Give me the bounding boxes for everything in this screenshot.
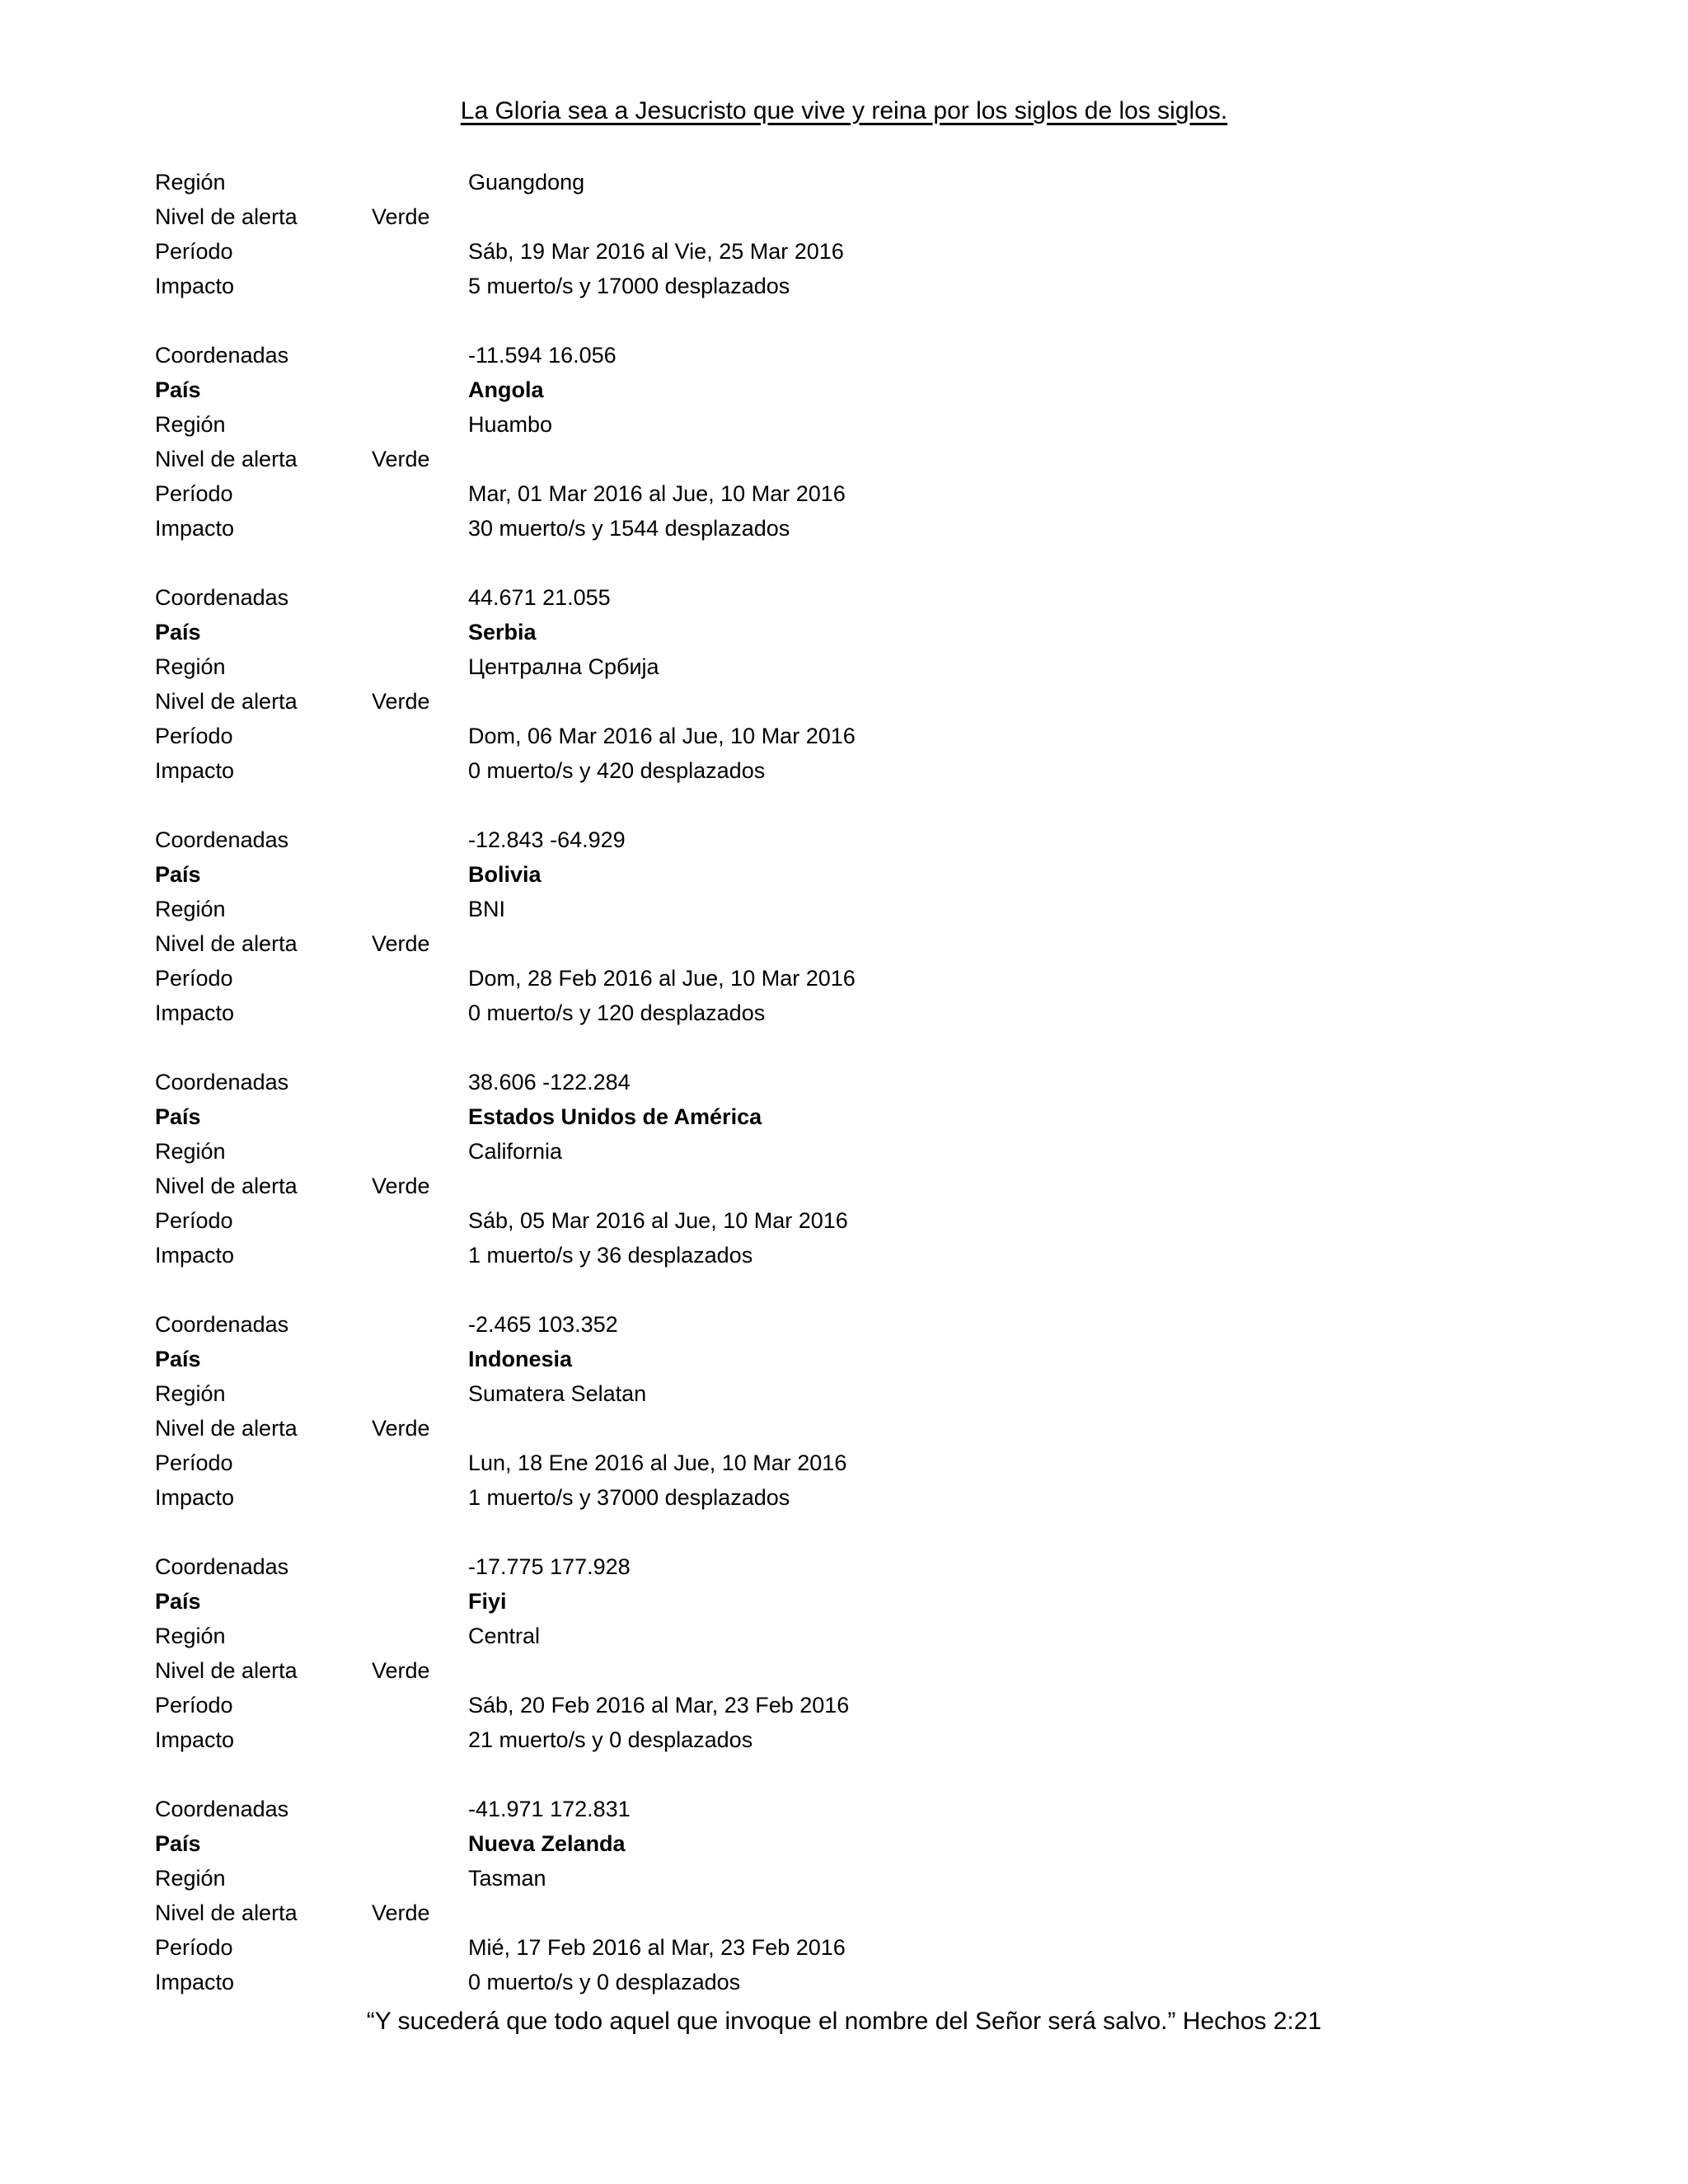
impact-row (0, 1480, 1688, 1515)
alert-row (0, 442, 1688, 476)
country-value: Angola (468, 377, 544, 402)
country-row (0, 1584, 1688, 1619)
period-row (0, 1203, 1688, 1238)
region-row (0, 1619, 1688, 1653)
coords-row (0, 1792, 1688, 1826)
impact-value: 1 muerto/s y 37000 desplazados (468, 1485, 790, 1510)
period-label: Período (155, 1208, 233, 1233)
coords-label: Coordenadas (155, 1312, 289, 1337)
coords-value: -12.843 -64.929 (468, 827, 626, 852)
alert-value: Verde (372, 1658, 430, 1683)
period-value: Mié, 17 Feb 2016 al Mar, 23 Feb 2016 (468, 1935, 846, 1960)
period-value: Sáb, 20 Feb 2016 al Mar, 23 Feb 2016 (468, 1693, 850, 1718)
region-row (0, 1376, 1688, 1411)
record-serbia (0, 580, 1688, 788)
country-value: Estados Unidos de América (468, 1104, 762, 1129)
country-label: País (155, 377, 201, 402)
coords-value: -41.971 172.831 (468, 1797, 631, 1821)
alert-value: Verde (372, 1174, 430, 1198)
region-row (0, 165, 1688, 199)
record-guangdong (0, 165, 1688, 303)
period-label: Período (155, 1693, 233, 1718)
country-value: Fiyi (468, 1589, 507, 1614)
coords-value: 44.671 21.055 (468, 585, 611, 610)
country-value: Bolivia (468, 862, 542, 887)
alert-row (0, 1411, 1688, 1446)
region-value: Централна Србија (468, 654, 659, 679)
impact-label: Impacto (155, 758, 235, 783)
region-value: Central (468, 1624, 541, 1648)
coords-row (0, 338, 1688, 373)
impact-value: 30 muerto/s y 1544 desplazados (468, 516, 790, 541)
country-row (0, 1099, 1688, 1134)
period-value: Sáb, 19 Mar 2016 al Vie, 25 Mar 2016 (468, 239, 844, 264)
impact-value: 0 muerto/s y 420 desplazados (468, 758, 766, 783)
period-row (0, 1688, 1688, 1722)
coords-row (0, 1549, 1688, 1584)
region-label: Región (155, 1381, 226, 1406)
coords-row (0, 580, 1688, 615)
period-row (0, 719, 1688, 753)
country-label: País (155, 1347, 201, 1371)
record-usa (0, 1065, 1688, 1272)
coords-label: Coordenadas (155, 343, 289, 368)
region-row (0, 892, 1688, 926)
country-value: Nueva Zelanda (468, 1831, 626, 1856)
period-value: Dom, 06 Mar 2016 al Jue, 10 Mar 2016 (468, 724, 856, 748)
period-row (0, 1446, 1688, 1480)
impact-row (0, 1965, 1688, 1999)
alert-label: Nivel de alerta (155, 1416, 298, 1441)
country-label: País (155, 1589, 201, 1614)
country-row (0, 1342, 1688, 1376)
region-value: Sumatera Selatan (468, 1381, 647, 1406)
coords-row (0, 1065, 1688, 1099)
period-label: Período (155, 239, 233, 264)
region-label: Región (155, 654, 226, 679)
region-row (0, 1134, 1688, 1169)
alert-value: Verde (372, 689, 430, 714)
coords-label: Coordenadas (155, 1070, 289, 1094)
coords-value: -17.775 177.928 (468, 1554, 631, 1579)
impact-label: Impacto (155, 1485, 235, 1510)
impact-value: 0 muerto/s y 120 desplazados (468, 1001, 766, 1025)
alert-label: Nivel de alerta (155, 1174, 298, 1198)
coords-value: 38.606 -122.284 (468, 1070, 631, 1094)
alert-value: Verde (372, 1900, 430, 1925)
alert-value: Verde (372, 204, 430, 229)
coords-label: Coordenadas (155, 827, 289, 852)
alert-value: Verde (372, 1416, 430, 1441)
country-row (0, 1826, 1688, 1861)
alert-label: Nivel de alerta (155, 447, 298, 471)
region-value: Huambo (468, 412, 553, 437)
period-value: Sáb, 05 Mar 2016 al Jue, 10 Mar 2016 (468, 1208, 848, 1233)
coords-row (0, 1307, 1688, 1342)
impact-row (0, 753, 1688, 788)
impact-label: Impacto (155, 516, 235, 541)
period-value: Lun, 18 Ene 2016 al Jue, 10 Mar 2016 (468, 1451, 847, 1475)
period-row (0, 1930, 1688, 1965)
alert-row (0, 926, 1688, 961)
alert-label: Nivel de alerta (155, 931, 298, 956)
period-label: Período (155, 1935, 233, 1960)
period-label: Período (155, 966, 233, 991)
country-row (0, 615, 1688, 649)
region-value: Tasman (468, 1866, 546, 1891)
period-label: Período (155, 1451, 233, 1475)
alert-label: Nivel de alerta (155, 204, 298, 229)
country-row (0, 373, 1688, 407)
region-row (0, 649, 1688, 684)
record-indonesia (0, 1307, 1688, 1515)
country-label: País (155, 862, 201, 887)
coords-label: Coordenadas (155, 585, 289, 610)
country-value: Indonesia (468, 1347, 573, 1371)
impact-row (0, 1238, 1688, 1272)
period-row (0, 476, 1688, 511)
region-row (0, 1861, 1688, 1896)
impact-label: Impacto (155, 1727, 235, 1752)
region-label: Región (155, 412, 226, 437)
impact-row (0, 269, 1688, 303)
alert-label: Nivel de alerta (155, 1900, 298, 1925)
impact-label: Impacto (155, 1970, 235, 1994)
alert-value: Verde (372, 931, 430, 956)
region-label: Región (155, 1624, 226, 1648)
alert-row (0, 1653, 1688, 1688)
impact-label: Impacto (155, 274, 235, 298)
record-fiyi (0, 1549, 1688, 1757)
record-bolivia (0, 823, 1688, 1030)
region-label: Región (155, 897, 226, 921)
period-value: Dom, 28 Feb 2016 al Jue, 10 Mar 2016 (468, 966, 856, 991)
region-label: Región (155, 1866, 226, 1891)
alert-row (0, 199, 1688, 234)
country-row (0, 857, 1688, 892)
impact-row (0, 1722, 1688, 1757)
coords-row (0, 823, 1688, 857)
impact-label: Impacto (155, 1243, 235, 1268)
country-label: País (155, 620, 201, 644)
period-value: Mar, 01 Mar 2016 al Jue, 10 Mar 2016 (468, 481, 846, 506)
country-label: País (155, 1831, 201, 1856)
coords-label: Coordenadas (155, 1797, 289, 1821)
region-row (0, 407, 1688, 442)
impact-value: 21 muerto/s y 0 desplazados (468, 1727, 753, 1752)
alert-row (0, 684, 1688, 719)
region-label: Región (155, 1139, 226, 1164)
period-label: Período (155, 724, 233, 748)
region-value: California (468, 1139, 563, 1164)
impact-row (0, 996, 1688, 1030)
period-label: Período (155, 481, 233, 506)
country-value: Serbia (468, 620, 537, 644)
impact-value: 0 muerto/s y 0 desplazados (468, 1970, 741, 1994)
records-list (0, 165, 1688, 2034)
coords-value: -2.465 103.352 (468, 1312, 618, 1337)
coords-value: -11.594 16.056 (468, 343, 617, 368)
record-angola (0, 338, 1688, 546)
alert-row (0, 1896, 1688, 1930)
alert-label: Nivel de alerta (155, 689, 298, 714)
region-label: Región (155, 170, 226, 194)
country-label: País (155, 1104, 201, 1129)
impact-row (0, 511, 1688, 546)
impact-value: 1 muerto/s y 36 desplazados (468, 1243, 753, 1268)
impact-value: 5 muerto/s y 17000 desplazados (468, 274, 790, 298)
alert-value: Verde (372, 447, 430, 471)
period-row (0, 234, 1688, 269)
footer-quote: “Y sucederá que todo aquel que invoque el nombre del Señor será salvo.” Hechos 2:21 (366, 2008, 1322, 2035)
impact-label: Impacto (155, 1001, 235, 1025)
alert-label: Nivel de alerta (155, 1658, 298, 1683)
period-row (0, 961, 1688, 996)
region-value: BNI (468, 897, 506, 921)
region-value: Guangdong (468, 170, 585, 194)
alert-row (0, 1169, 1688, 1203)
coords-label: Coordenadas (155, 1554, 289, 1579)
page-title: La Gloria sea a Jesucristo que vive y reina por los siglos de los siglos. (460, 97, 1228, 124)
record-nueva-zelanda (0, 1792, 1688, 1999)
